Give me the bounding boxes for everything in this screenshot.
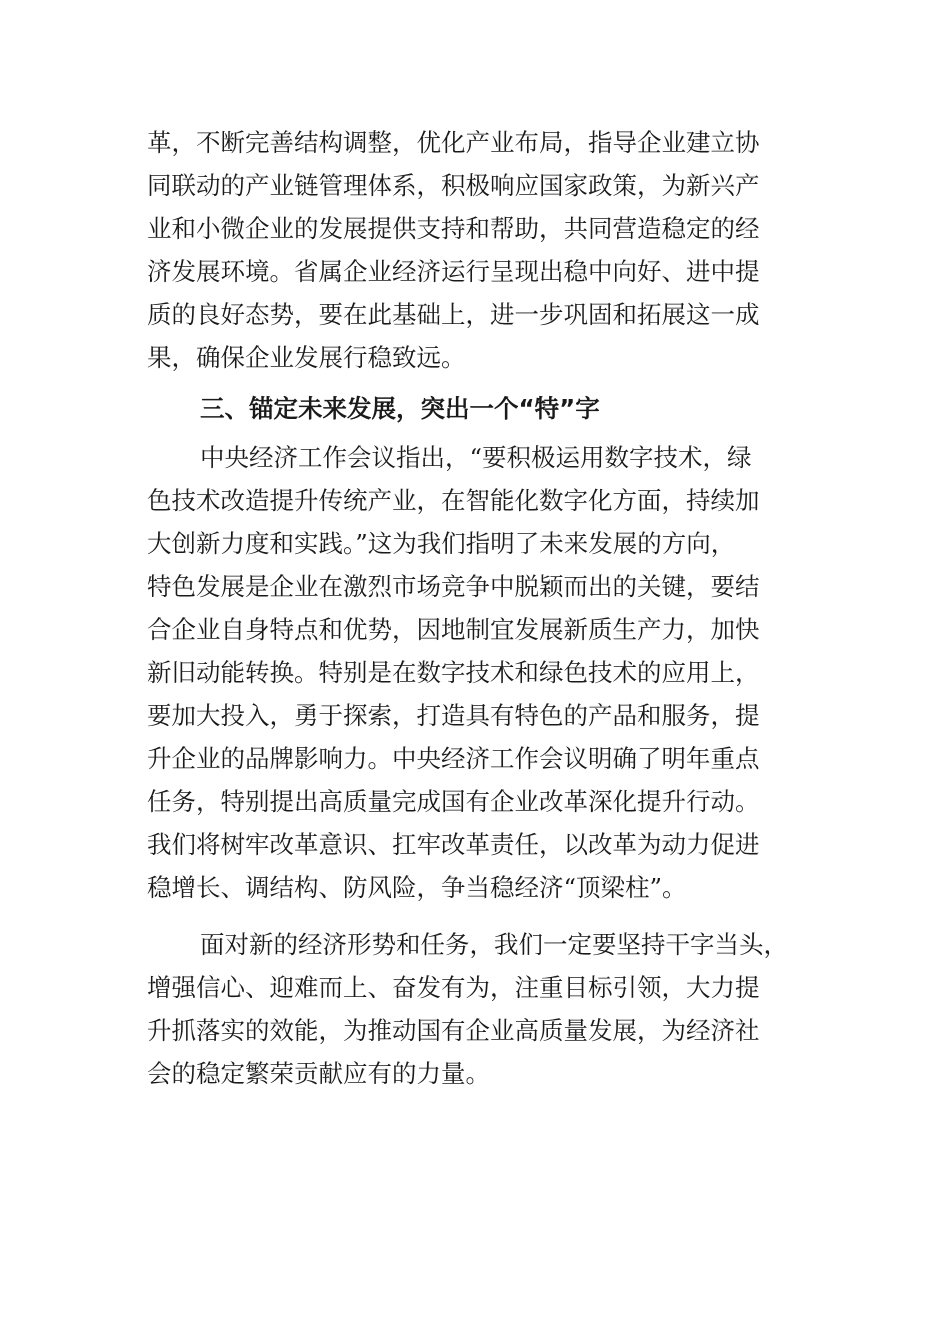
paragraph-2-line-10: 我们将树牢改革意识、扛牢改革责任，以改革为动力促进 (147, 830, 760, 859)
paragraph-2-line-6: 新旧动能转换。特别是在数字技术和绿色技术的应用上， (147, 658, 760, 687)
paragraph-3-line-1: 面对新的经济形势和任务，我们一定要坚持干字当头， (200, 930, 788, 959)
paragraph-2-line-8: 升企业的品牌影响力。中央经济工作会议明确了明年重点 (147, 744, 760, 773)
paragraph-2-line-2: 色技术改造提升传统产业，在智能化数字化方面，持续加 (147, 486, 760, 515)
paragraph-1-line-5: 质的良好态势，要在此基础上，进一步巩固和拓展这一成 (147, 300, 760, 329)
paragraph-1-line-3: 业和小微企业的发展提供支持和帮助，共同营造稳定的经 (147, 214, 760, 243)
paragraph-1-line-2: 同联动的产业链管理体系，积极响应国家政策，为新兴产 (147, 171, 760, 200)
paragraph-2-line-3: 大创新力度和实践。”这为我们指明了未来发展的方向， (147, 529, 736, 558)
paragraph-1-line-4: 济发展环境。省属企业经济运行呈现出稳中向好、进中提 (147, 257, 760, 286)
paragraph-3-line-3: 升抓落实的效能，为推动国有企业高质量发展，为经济社 (147, 1016, 760, 1045)
section-heading: 三、锚定未来发展，突出一个“特”字 (200, 394, 600, 423)
paragraph-2-line-9: 任务，特别提出高质量完成国有企业改革深化提升行动。 (147, 787, 760, 816)
paragraph-3-line-4: 会的稳定繁荣贡献应有的力量。 (147, 1059, 490, 1088)
paragraph-3-line-2: 增强信心、迎难而上、奋发有为，注重目标引领，大力提 (147, 973, 760, 1002)
paragraph-2-line-7: 要加大投入，勇于探索，打造具有特色的产品和服务，提 (147, 701, 760, 730)
paragraph-2-line-11: 稳增长、调结构、防风险，争当稳经济“顶梁柱”。 (147, 873, 687, 902)
paragraph-1-line-1: 革，不断完善结构调整，优化产业布局，指导企业建立协 (147, 128, 760, 157)
paragraph-2-line-5: 合企业自身特点和优势，因地制宜发展新质生产力，加快 (147, 615, 760, 644)
paragraph-2-line-1: 中央经济工作会议指出，“要积极运用数字技术，绿 (200, 443, 752, 472)
paragraph-2-line-4: 特色发展是企业在激烈市场竞争中脱颖而出的关键，要结 (147, 572, 760, 601)
paragraph-1-line-6: 果，确保企业发展行稳致远。 (147, 343, 466, 372)
